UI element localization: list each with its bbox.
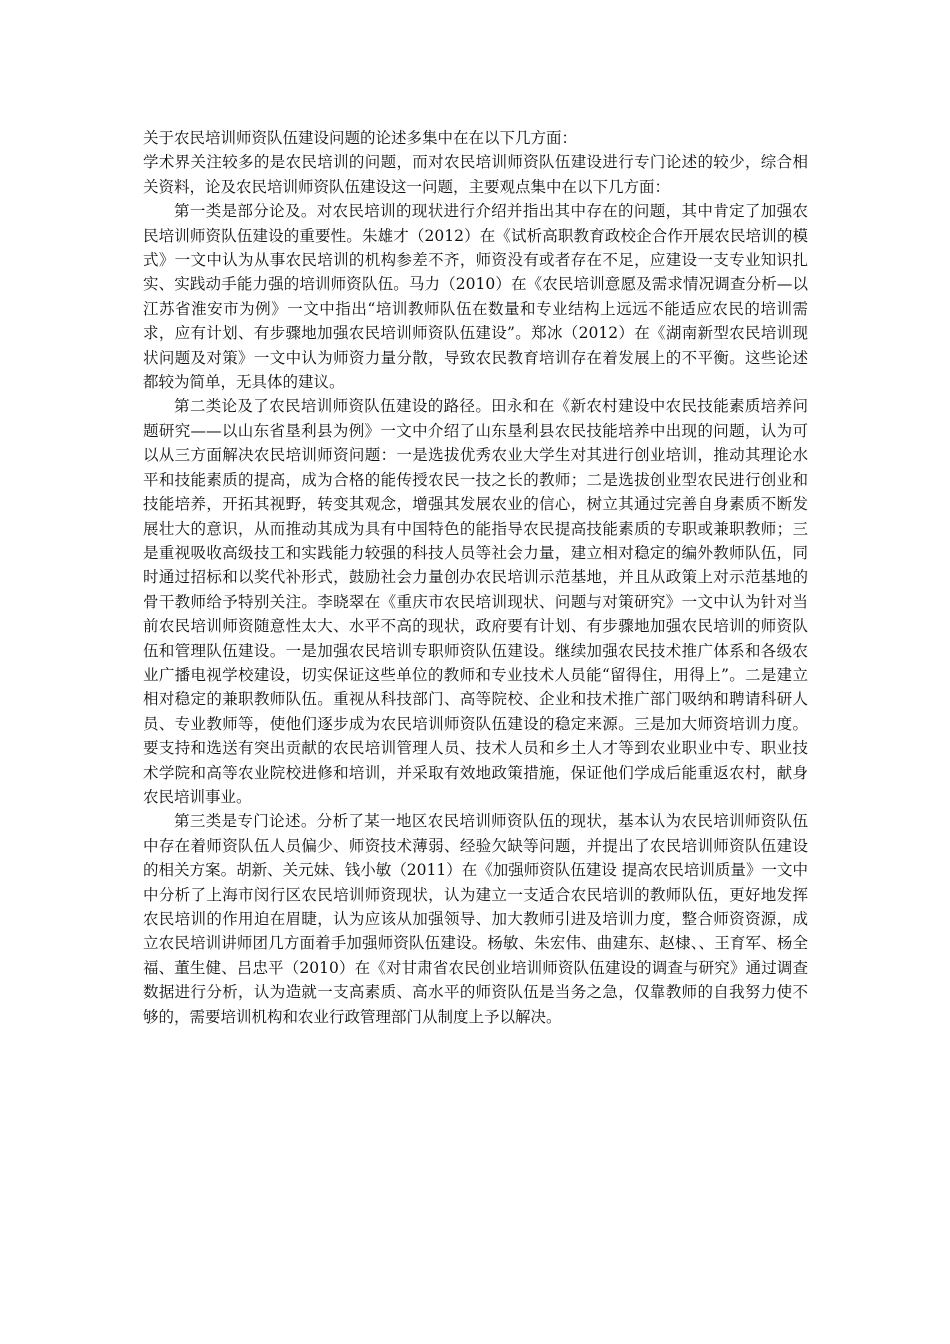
intro-paragraph: 学术界关注较多的是农民培训的问题，而对农民培训师资队伍建设进行专门论述的较少，综合相关资料，论及农民培训师资队伍建设这一问题，主要观点集中在以下几方面： [143, 153, 808, 196]
paragraph-category-three: 第三类是专门论述。分析了某一地区农民培训师资队伍的现状，基本认为农民培训师资队伍中存在着师资队伍人员偏少、师资技术薄弱、经验欠缺等问题，并提出了农民培训师资队伍建设的相关方案。胡新、关元妹、钱小敏（2011）在《加强师资队伍建设 提高农民培训质量》一文中中分析了上海市闵行区农民培训师资现状，认为建立一支适合农民培训的教师队伍，更好地发挥农民培训的作用迫在眉睫，认为应该从加强领导、加大教师引进及培训力度，整合师资资源，成立农民培训讲师团几方面着手加强师资队伍建设。杨敏、朱宏伟、曲建东、赵棣、、王育军、杨全福、董生健、吕忠平（2010）在《对甘肃省农民创业培训师资队伍建设的调查与研究》通过调查数据进行分析，认为造就一支高素质、高水平的师资队伍是当务之急，仅靠教师的自我努力使不够的，需要培训机构和农业行政管理部门从制度上予以解决。 [143, 812, 808, 1026]
document-body [143, 126, 808, 1029]
heading-line: 关于农民培训师资队伍建设问题的论述多集中在在以下几方面： [143, 129, 578, 147]
paragraph-category-two: 第二类论及了农民培训师资队伍建设的路径。田永和在《新农村建设中农民技能素质培养问题研究——以山东省垦利县为例》一文中介绍了山东垦利县农民技能培养中出现的问题，认为可以从三方面解决农民培训师资问题：一是选拔优秀农业大学生对其进行创业培训，推动其理论水平和技能素质的提高，成为合格的能传授农民一技之长的教师；二是选拔创业型农民进行创业和技能培养，开拓其视野，转变其观念，增强其发展农业的信心，树立其通过完善自身素质不断发展壮大的意识，从而推动其成为具有中国特色的能指导农民提高技能素质的专职或兼职教师；三是重视吸收高级技工和实践能力较强的科技人员等社会力量，建立相对稳定的编外教师队伍，同时通过招标和以奖代补形式，鼓励社会力量创办农民培训示范基地，并且从政策上对示范基地的骨干教师给予特别关注。李晓翠在《重庆市农民培训现状、问题与对策研究》一文中认为针对当前农民培训师资随意性太大、水平不高的现状，政府要有计划、有步骤地加强农民培训的师资队伍和管理队伍建设。一是加强农民培训专职师资队伍建设。继续加强农民技术推广体系和各级农业广播电视学校建设，切实保证这些单位的教师和专业技术人员能“留得住，用得上”。二是建立相对稳定的兼职教师队伍。重视从科技部门、高等院校、企业和技术推广部门吸纳和聘请科研人员、专业教师等，使他们逐步成为农民培训师资队伍建设的稳定来源。三是加大师资培训力度。要支持和选送有突出贡献的农民培训管理人员、技术人员和乡土人才等到农业职业中专、职业技术学院和高等农业院校进修和培训，并采取有效地政策措施，保证他们学成后能重返农村，献身农民培训事业。 [143, 397, 808, 806]
paragraph-category-one: 第一类是部分论及。对农民培训的现状进行介绍并指出其中存在的问题，其中肯定了加强农民培训师资队伍建设的重要性。朱雄才（2012）在《试析高职教育政校企合作开展农民培训的模式》一文中认为从事农民培训的机构参差不齐，师资没有或者存在不足，应建设一支专业知识扎实、实践动手能力强的培训师资队伍。马力（2010）在《农民培训意愿及需求情况调查分析—以江苏省淮安市为例》一文中指出“培训教师队伍在数量和专业结构上远远不能适应农民的培训需求，应有计划、有步骤地加强农民培训师资队伍建设”。郑冰（2012）在《湖南新型农民培训现状问题及对策》一文中认为师资力量分散，导致农民教育培训存在着发展上的不平衡。这些论述都较为简单，无具体的建议。 [143, 202, 808, 392]
